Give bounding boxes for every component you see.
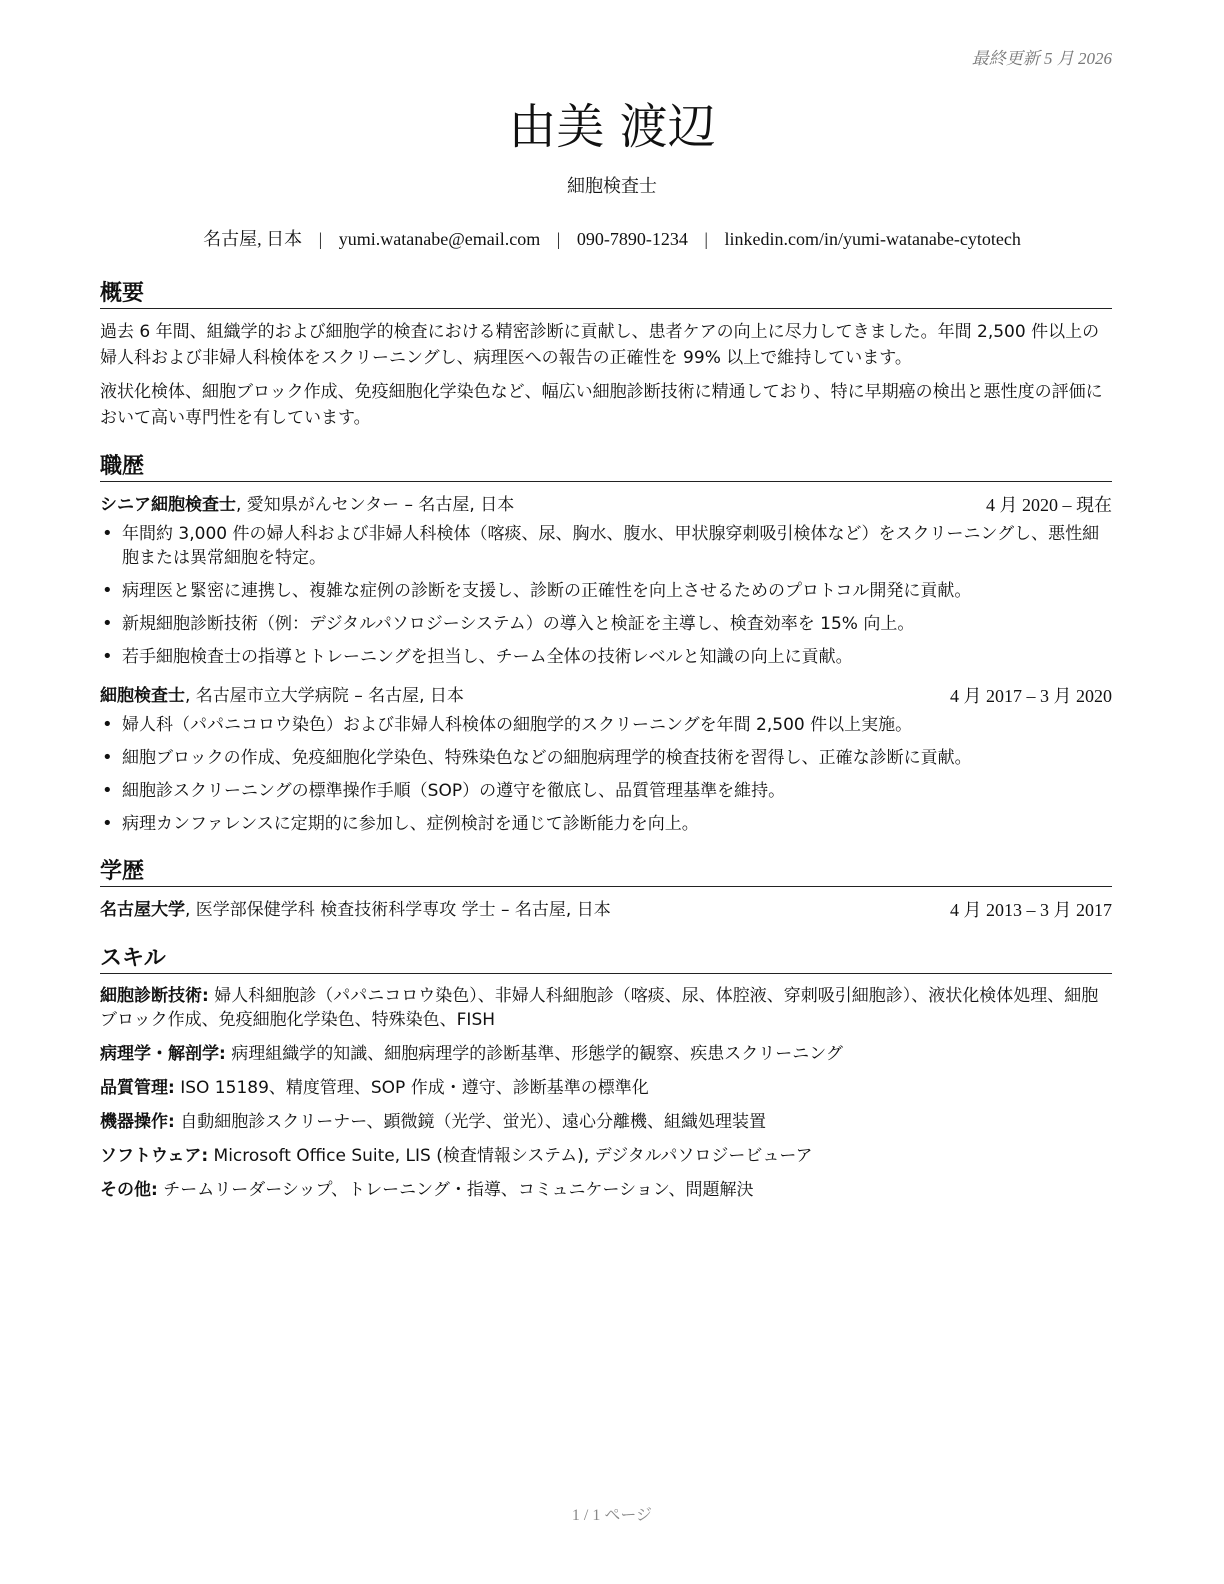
job-bullet: • 若手細胞検査士の指導とトレーニングを担当し、チーム全体の技術レベルと知識の向上に貢献。 [100, 645, 1112, 669]
job-bullets [100, 713, 1112, 836]
skill-label: 機器操作: [100, 1112, 175, 1132]
contact-location: 名古屋, 日本 [203, 229, 303, 249]
skill-label: 品質管理: [100, 1078, 175, 1098]
skill-row [100, 1144, 1112, 1168]
job-org: , 名古屋市立大学病院 – 名古屋, 日本 [185, 686, 464, 706]
job-bullet: • 年間約 3,000 件の婦人科および非婦人科検体（喀痰、尿、胸水、腹水、甲状腺穿刺吸引検体など）をスクリーニングし、悪性細胞または異常細胞を特定。 [100, 522, 1112, 570]
education-dates: 4 月 2013 – 3 月 2017 [950, 900, 1112, 920]
education-section [100, 854, 1112, 923]
job-bullet: • 細胞ブロックの作成、免疫細胞化学染色、特殊染色などの細胞病理学的検査技術を習得し、正確な診断に貢献。 [100, 746, 1112, 770]
candidate-name: 由美 渡辺 [508, 99, 716, 155]
section-heading-education: 学歴 [100, 854, 1112, 887]
summary-section [100, 276, 1112, 431]
separator: | [704, 229, 708, 249]
skill-value: 病理組織学的知識、細胞病理学的診断基準、形態学的観察、疾患スクリーニング [225, 1044, 843, 1064]
job-bullet: • 婦人科（パパニコロウ染色）および非婦人科検体の細胞学的スクリーニングを年間 2,500 件以上実施。 [100, 713, 1112, 737]
section-heading-skills: スキル [100, 941, 1112, 974]
job-bullet: • 病理医と緊密に連携し、複雑な症例の診断を支援し、診断の正確性を向上させるためのプロトコル開発に貢献。 [100, 579, 1112, 603]
contact-email[interactable]: yumi.watanabe@email.com [338, 229, 541, 249]
separator: | [556, 229, 561, 249]
separator: | [318, 229, 323, 249]
job-header [100, 683, 1112, 709]
job-entry [100, 492, 1112, 669]
skill-row [100, 1110, 1112, 1134]
skill-value: Microsoft Office Suite, LIS (検査情報システム), デジタルパソロジービューア [208, 1146, 813, 1166]
skill-label: その他: [100, 1180, 158, 1200]
skill-label: 細胞診断技術: [100, 986, 209, 1006]
job-role: 細胞検査士 [100, 686, 185, 706]
job-entry [100, 683, 1112, 836]
contact-linkedin[interactable]: linkedin.com/in/yumi-watanabe-cytotech [724, 229, 1021, 249]
skill-label: ソフトウェア: [100, 1146, 209, 1166]
summary-paragraph: 過去 6 年間、組織学的および細胞学的検査における精密診断に貢献し、患者ケアの向上に尽力してきました。年間 2,500 件以上の婦人科および非婦人科検体をスクリーニングし、病理医への報告の正確性を 99% 以上で維持しています。 [100, 322, 1100, 368]
skill-row [100, 1076, 1112, 1100]
job-bullets [100, 522, 1112, 669]
job-org: , 愛知県がんセンター – 名古屋, 日本 [236, 495, 515, 515]
job-bullet: • 病理カンファレンスに定期的に参加し、症例検討を通じて診断能力を向上。 [100, 812, 1112, 836]
experience-section [100, 449, 1112, 836]
education-entry [100, 897, 1112, 923]
job-title: 細胞検査士 [567, 176, 657, 197]
skill-value: 自動細胞診スクリーナー、顕微鏡（光学、蛍光）、遠心分離機、組織処理装置 [174, 1112, 767, 1132]
skill-row [100, 1042, 1112, 1066]
job-dates: 4 月 2017 – 3 月 2020 [950, 686, 1112, 706]
education-school-detail [100, 897, 611, 923]
job-dates: 4 月 2020 – 現在 [986, 495, 1112, 515]
skill-row [100, 1178, 1112, 1202]
section-heading-summary: 概要 [100, 276, 1112, 309]
education-detail: , 医学部保健学科 検査技術科学専攻 学士 – 名古屋, 日本 [185, 900, 611, 920]
contact-line [0, 225, 1224, 251]
skill-value: 婦人科細胞診（パパニコロウ染色）、非婦人科細胞診（喀痰、尿、体腔液、穿刺吸引細胞診）、液状化検体処理、細胞ブロック作成、免疫細胞化学染色、特殊染色、FISH [100, 986, 1099, 1030]
job-bullet: • 細胞診スクリーニングの標準操作手順（SOP）の遵守を徹底し、品質管理基準を維持。 [100, 779, 1112, 803]
job-header [100, 492, 1112, 518]
skill-label: 病理学・解剖学: [100, 1044, 226, 1064]
skill-value: ISO 15189、精度管理、SOP 作成・遵守、診断基準の標準化 [174, 1078, 649, 1098]
job-role-org [100, 683, 464, 709]
contact-phone: 090-7890-1234 [576, 229, 688, 249]
skills-section [100, 941, 1112, 1202]
job-role-org [100, 492, 514, 518]
education-school: 名古屋大学 [100, 900, 185, 920]
job-role: シニア細胞検査士 [100, 495, 236, 515]
resume-body [100, 276, 1112, 1220]
skill-value: チームリーダーシップ、トレーニング・指導、コミュニケーション、問題解決 [157, 1180, 754, 1200]
summary-paragraph: 液状化検体、細胞ブロック作成、免疫細胞化学染色など、幅広い細胞診断技術に精通しており、特に早期癌の検出と悪性度の評価において高い専門性を有しています。 [100, 382, 1103, 428]
job-bullet: • 新規細胞診断技術（例：デジタルパソロジーシステム）の導入と検証を主導し、検査効率を 15% 向上。 [100, 612, 1112, 636]
page-number: 1 / 1 ページ [571, 1507, 653, 1524]
section-heading-experience: 職歴 [100, 449, 1112, 482]
skill-row [100, 984, 1112, 1032]
last-updated: 最終更新 5 月 2026 [971, 49, 1112, 68]
